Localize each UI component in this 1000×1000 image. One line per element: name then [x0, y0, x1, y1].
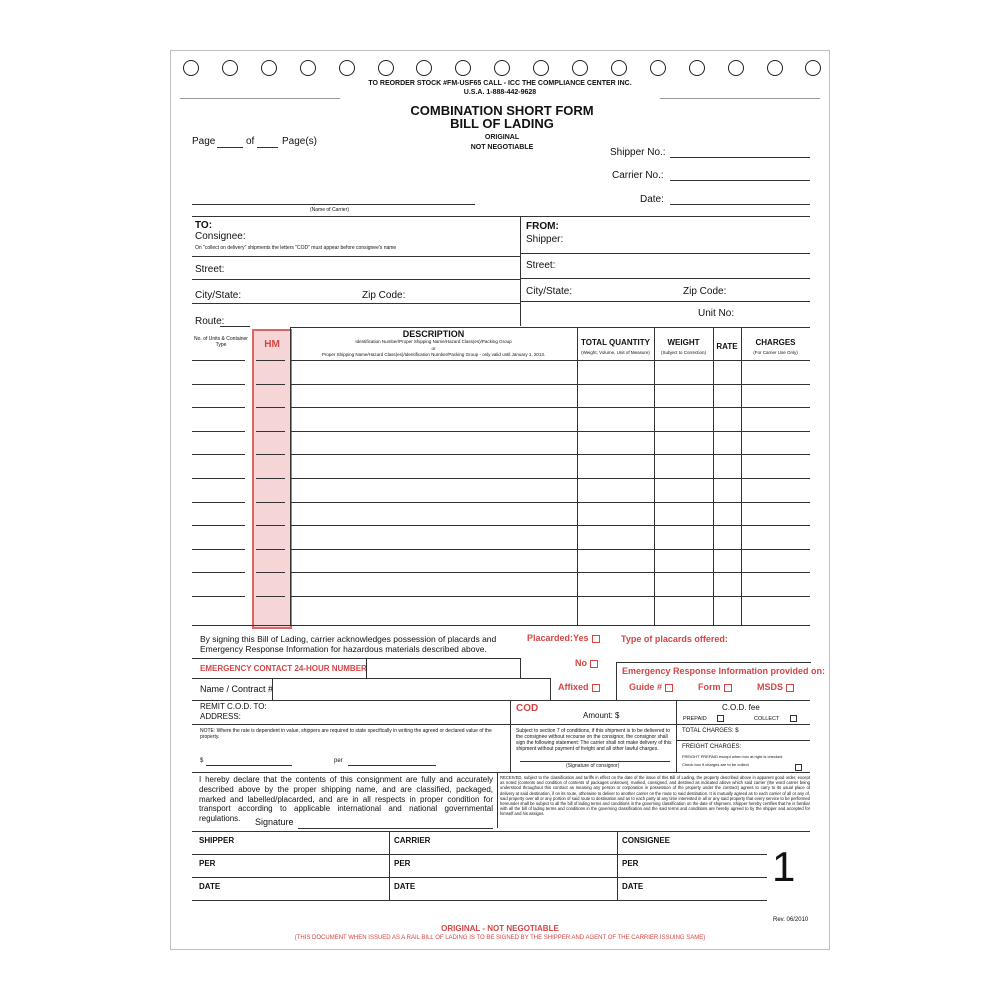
footer-note: (THIS DOCUMENT WHEN ISSUED AS A RAIL BILL OF LADING IS TO BE SIGNED BY THE SHIPPER AND AGENT OF THE CARRIER ISSUING SAME): [294, 935, 706, 941]
cod-note: On "collect on delivery" shipments the letters "COD" must appear before consignee's name: [195, 245, 397, 251]
form-title: COMBINATION SHORT FORM: [410, 103, 594, 118]
charges-header: CHARGES: [755, 338, 796, 347]
row-rule: [192, 502, 245, 503]
affixed-checkbox[interactable]: [592, 684, 600, 692]
dollar-label: $: [200, 758, 204, 764]
divider: [389, 831, 390, 900]
msds-label: MSDS: [757, 682, 784, 692]
weight-sub: (Subject to Correction): [660, 350, 707, 355]
row-rule: [192, 384, 245, 385]
guide-option[interactable]: [629, 682, 673, 692]
divider: [550, 678, 551, 700]
table-top-rule: [290, 327, 810, 328]
no-checkbox[interactable]: [590, 660, 598, 668]
divider: [192, 877, 767, 878]
divider: [520, 216, 521, 326]
of-label: of: [246, 136, 255, 147]
placarded-label: Placarded:: [527, 633, 574, 643]
divider: [180, 98, 340, 99]
description-or: or: [431, 346, 436, 351]
collect-checkbox[interactable]: [790, 715, 797, 722]
eri-provided-label: Emergency Response Information provided on:: [622, 666, 826, 676]
binding-hole: [728, 60, 744, 76]
copy-number: 1: [772, 843, 796, 890]
row-rule: [290, 549, 810, 550]
divider: [192, 724, 810, 725]
divider: [192, 900, 767, 901]
placard-acknowledgement: By signing this Bill of Lading, carrier acknowledges possession of placards and Emergency Response Information for hazardous materials described above.: [200, 634, 497, 654]
form-checkbox[interactable]: [724, 684, 732, 692]
per-label: per: [334, 758, 343, 764]
shipper-signature-field[interactable]: [298, 828, 493, 829]
binding-hole: [378, 60, 394, 76]
shipper-declaration: I hereby declare that the contents of this consignment are fully and accurately described above by the proper shipping name, and are classified, packaged, marked and labelled/placarded, and are in all respects in proper condition for transport according to applicable international and national governmental regulations.: [199, 775, 493, 824]
divider: [520, 658, 521, 678]
row-rule: [256, 431, 285, 432]
type-of-placards-label: Type of placards offered:: [621, 634, 728, 644]
hm-header: HM: [264, 339, 280, 350]
binding-hole: [339, 60, 355, 76]
row-rule: [256, 502, 285, 503]
shipper-no-label: Shipper No.:: [610, 147, 666, 158]
row-rule: [192, 525, 245, 526]
revision-label: Rev. 06/2010: [773, 917, 809, 923]
description-header: DESCRIPTION: [402, 329, 465, 339]
form-label: Form: [698, 682, 721, 692]
pages-label: Page(s): [282, 136, 318, 147]
binding-hole: [650, 60, 666, 76]
binding-hole: [689, 60, 705, 76]
row-rule: [256, 596, 285, 597]
carrier-per-label: PER: [394, 859, 411, 868]
divider: [192, 658, 520, 659]
from-zip-label: Zip Code:: [683, 286, 727, 297]
binding-hole: [611, 60, 627, 76]
row-rule: [290, 384, 810, 385]
row-rule: [290, 572, 810, 573]
collect-label: COLLECT: [754, 715, 780, 722]
date-field[interactable]: [670, 204, 810, 205]
row-rule: [256, 384, 285, 385]
shipper-per-label: PER: [199, 859, 216, 868]
msds-checkbox[interactable]: [786, 684, 794, 692]
row-rule: [256, 478, 285, 479]
reorder-line-1: TO REORDER STOCK #FM-USF65 CALL - ICC THE COMPLIANCE CENTER INC.: [368, 80, 632, 87]
affixed-option[interactable]: [558, 682, 600, 692]
row-rule: [192, 549, 245, 550]
row-rule: [256, 454, 285, 455]
emergency-contact-label: EMERGENCY CONTACT 24-HOUR NUMBER: [200, 664, 367, 673]
guide-checkbox[interactable]: [665, 684, 673, 692]
row-rule: [256, 407, 285, 408]
divider: [272, 678, 273, 700]
divider: [510, 700, 511, 772]
freight-collect-checkbox[interactable]: [795, 764, 802, 771]
carrier-sig-label: CARRIER: [394, 836, 431, 845]
divider: [192, 625, 810, 626]
freight-charges-label: FREIGHT CHARGES:: [682, 744, 742, 750]
cod-amount-label: Amount: $: [583, 711, 620, 720]
date-label: Date:: [640, 194, 664, 205]
divider: [192, 678, 550, 679]
row-rule: [290, 478, 810, 479]
binding-hole: [572, 60, 588, 76]
shipper-field[interactable]: [520, 253, 810, 254]
divider: [192, 772, 810, 773]
page-number-field[interactable]: [217, 147, 243, 148]
shipper-date-label: DATE: [199, 882, 221, 891]
binding-hole: [300, 60, 316, 76]
consignee-sig-label: CONSIGNEE: [622, 836, 671, 845]
row-rule: [192, 360, 245, 361]
row-rule: [256, 360, 285, 361]
shipper-no-field[interactable]: [670, 157, 810, 158]
address-label: ADDRESS:: [200, 712, 241, 721]
rate-header: RATE: [716, 342, 738, 351]
carrier-no-field[interactable]: [670, 180, 810, 181]
consignee-date-label: DATE: [622, 882, 644, 891]
to-city-field[interactable]: [192, 303, 520, 304]
carrier-date-label: DATE: [394, 882, 416, 891]
original-label: ORIGINAL: [484, 134, 520, 141]
consignor-signature-field[interactable]: [520, 761, 670, 762]
row-rule: [192, 431, 245, 432]
charges-sub: (For Carrier Use Only): [753, 350, 798, 355]
form-subtitle: BILL OF LADING: [450, 116, 554, 131]
unit-no-label: Unit No:: [698, 308, 735, 319]
row-rule: [192, 454, 245, 455]
row-rule: [256, 572, 285, 573]
to-street-field[interactable]: [192, 279, 520, 280]
divider: [497, 772, 498, 828]
row-rule: [290, 431, 810, 432]
divider: [290, 327, 291, 625]
consignee-per-label: PER: [622, 859, 639, 868]
carrier-name-field[interactable]: [192, 204, 475, 205]
shipper-sig-label: SHIPPER: [199, 836, 235, 845]
carrier-no-label: Carrier No.:: [612, 170, 664, 181]
to-street-label: Street:: [195, 264, 225, 275]
check-box-note: Check box if charges are to be collect: [682, 762, 749, 767]
from-city-label: City/State:: [526, 286, 573, 297]
divider: [617, 831, 618, 900]
row-rule: [290, 454, 810, 455]
remit-cod-label: REMIT C.O.D. TO:: [200, 702, 267, 711]
divider: [577, 327, 578, 625]
consignee-label: Consignee:: [195, 231, 246, 242]
description-sub-2: Proper Shipping Name/Hazard Class(es)/Identification Number/Packing Group - only valid until January 1, 2013.: [321, 352, 546, 357]
no-label: No: [575, 658, 587, 668]
section-7-note: Subject to section 7 of conditions, if this shipment is to be delivered to the consignee without recourse on the consignor, the consignor shall sign the following statement: The carrier shall not make delivery of this shipment without payment of freight and all other lawful charges.: [516, 728, 672, 752]
quantity-header: TOTAL QUANTITY: [581, 338, 650, 347]
row-rule: [290, 407, 810, 408]
total-charges-label: TOTAL CHARGES: $: [682, 728, 739, 734]
placarded-no-option[interactable]: [575, 658, 598, 668]
divider: [676, 700, 677, 772]
shipper-label: Shipper:: [526, 234, 564, 245]
prepaid-checkbox[interactable]: [717, 715, 724, 722]
route-label: Route:: [195, 316, 225, 327]
divider: [654, 327, 655, 625]
from-heading: FROM:: [526, 221, 559, 232]
divider: [192, 854, 767, 855]
quantity-sub: (Weight, Volume, Unit of Measure): [581, 350, 650, 355]
page-total-field[interactable]: [257, 147, 278, 148]
affixed-label: Affixed: [558, 682, 589, 692]
route-field[interactable]: [220, 326, 250, 327]
divider: [660, 98, 820, 99]
row-rule: [256, 525, 285, 526]
row-rule: [290, 596, 810, 597]
binding-hole: [261, 60, 277, 76]
carrier-name-caption: (Name of Carrier): [310, 207, 349, 213]
hm-column: [252, 329, 292, 629]
from-street-label: Street:: [526, 260, 556, 271]
divider: [366, 658, 367, 678]
divider: [713, 327, 714, 625]
declared-value-field[interactable]: [206, 765, 292, 766]
footer-original-label: ORIGINAL - NOT NEGOTIABLE: [441, 924, 559, 933]
row-rule: [192, 407, 245, 408]
consignor-signature-caption: (Signature of consignor): [566, 763, 620, 769]
row-rule: [256, 549, 285, 550]
cod-fee-label: C.O.D. fee: [722, 703, 760, 712]
divider: [192, 831, 810, 832]
prepaid-option[interactable]: [683, 715, 724, 722]
row-rule: [290, 360, 810, 361]
to-heading: TO:: [195, 220, 213, 231]
binding-hole: [183, 60, 199, 76]
not-negotiable-label: NOT NEGOTIABLE: [470, 144, 534, 151]
divider: [676, 740, 810, 741]
signature-label: Signature: [255, 817, 294, 827]
name-contract-label: Name / Contract #: [200, 684, 274, 694]
form-option[interactable]: [698, 682, 732, 692]
prepaid-label: PREPAID: [683, 715, 707, 722]
msds-option[interactable]: [757, 682, 794, 692]
binding-hole: [222, 60, 238, 76]
declared-value-note: NOTE: Where the rate is dependent in value, shippers are required to state specifically in writing the agreed or declared value of the property.: [200, 728, 492, 740]
row-rule: [192, 572, 245, 573]
page-label: Page: [192, 136, 216, 147]
row-rule: [290, 525, 810, 526]
cod-label: COD: [516, 703, 539, 714]
guide-label: Guide #: [629, 682, 663, 692]
freight-prepaid-note: FREIGHT PREPAID except when box at right is checked: [682, 754, 783, 759]
weight-header: WEIGHT: [667, 338, 700, 347]
units-header: No. of Units & Container Type: [194, 336, 248, 348]
binding-hole: [767, 60, 783, 76]
binding-hole: [533, 60, 549, 76]
placarded-yes-option[interactable]: [527, 633, 600, 643]
consignee-field[interactable]: [192, 256, 520, 257]
reorder-line-2: U.S.A. 1-888-442-9628: [463, 89, 537, 96]
yes-checkbox[interactable]: [592, 635, 600, 643]
from-city-field[interactable]: [520, 301, 810, 302]
row-rule: [192, 596, 245, 597]
received-terms: RECEIVED, subject to the classification and tariffs in effect on the date of the issue of this Bill of Lading, the property described above in apparent good order, except as noted (contents and condition of contents of packages unknown), marked, consigned, and destined as indicated above which said carrier (the word carrier being understood throughout this contract as meaning any person or corporation in possession of the property under the contract) agrees to carry to its usual place of delivery at said destination, if on its route, otherwise to deliver to another carrier on the route to said destination. It is mutually agreed as to each carrier of all or any of, said property over all or any portion of said route to destination and as to each party at any time interested in all or any said property that every service to be performed hereunder shall be subject to all the bill of lading terms and conditions in the governing classification on the date of shipment. Shipper hereby certifies that he is familiar with all the bill of lading terms and conditions in the governing classification and the said terms and conditions are hereby agreed to by the shipper and accepted for himself and his assigns.: [500, 775, 810, 817]
declared-per-field[interactable]: [348, 765, 436, 766]
divider: [741, 327, 742, 625]
row-rule: [192, 478, 245, 479]
divider: [192, 216, 810, 217]
row-rule: [290, 502, 810, 503]
yes-label: Yes: [573, 633, 589, 643]
from-street-field[interactable]: [520, 278, 810, 279]
collect-option[interactable]: [754, 715, 797, 722]
to-zip-label: Zip Code:: [362, 290, 406, 301]
to-city-label: City/State:: [195, 290, 242, 301]
description-sub-1: Identification Number/Proper Shipping Name/Hazard Class(es)/Packing Group: [355, 339, 512, 344]
